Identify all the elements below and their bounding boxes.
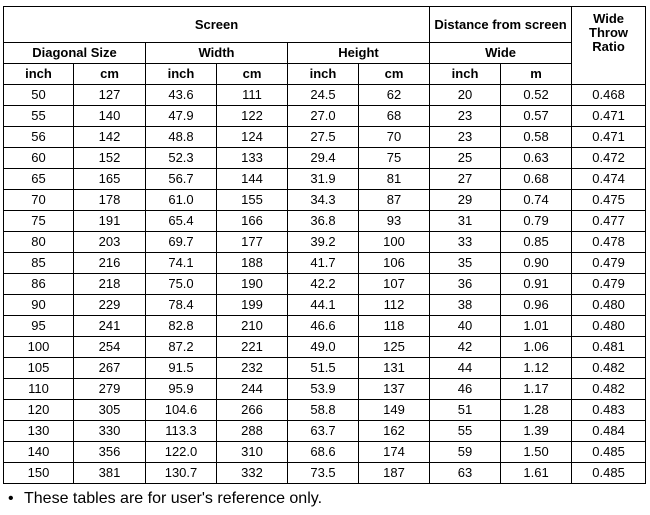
cell-width-inch: 82.8 bbox=[146, 316, 217, 337]
cell-height-cm: 131 bbox=[359, 358, 430, 379]
cell-throw-ratio: 0.479 bbox=[572, 274, 646, 295]
reference-note bbox=[8, 489, 322, 509]
table-row bbox=[4, 316, 646, 337]
cell-diagonal-inch: 95 bbox=[4, 316, 74, 337]
cell-diagonal-inch: 70 bbox=[4, 190, 74, 211]
table-row bbox=[4, 463, 646, 484]
cell-distance-inch: 35 bbox=[430, 253, 501, 274]
cell-height-cm: 68 bbox=[359, 106, 430, 127]
header-wide-throw-ratio: Wide Throw Ratio bbox=[572, 7, 646, 85]
cell-height-inch: 44.1 bbox=[288, 295, 359, 316]
cell-width-inch: 95.9 bbox=[146, 379, 217, 400]
cell-width-inch: 75.0 bbox=[146, 274, 217, 295]
cell-throw-ratio: 0.485 bbox=[572, 463, 646, 484]
cell-distance-inch: 46 bbox=[430, 379, 501, 400]
header-row-2 bbox=[4, 43, 646, 64]
cell-height-inch: 34.3 bbox=[288, 190, 359, 211]
cell-height-inch: 49.0 bbox=[288, 337, 359, 358]
cell-height-cm: 174 bbox=[359, 442, 430, 463]
cell-distance-m: 0.90 bbox=[501, 253, 572, 274]
cell-height-cm: 62 bbox=[359, 85, 430, 106]
cell-diagonal-inch: 90 bbox=[4, 295, 74, 316]
cell-height-cm: 118 bbox=[359, 316, 430, 337]
cell-distance-inch: 33 bbox=[430, 232, 501, 253]
cell-width-cm: 210 bbox=[217, 316, 288, 337]
table-row bbox=[4, 232, 646, 253]
table-row bbox=[4, 358, 646, 379]
cell-height-cm: 187 bbox=[359, 463, 430, 484]
unit-distance-m: m bbox=[501, 64, 572, 85]
table-row bbox=[4, 253, 646, 274]
table-row bbox=[4, 211, 646, 232]
cell-distance-m: 0.68 bbox=[501, 169, 572, 190]
cell-height-inch: 27.5 bbox=[288, 127, 359, 148]
cell-distance-m: 1.06 bbox=[501, 337, 572, 358]
cell-distance-m: 1.61 bbox=[501, 463, 572, 484]
table-row bbox=[4, 169, 646, 190]
cell-throw-ratio: 0.471 bbox=[572, 127, 646, 148]
cell-distance-inch: 63 bbox=[430, 463, 501, 484]
cell-width-inch: 74.1 bbox=[146, 253, 217, 274]
cell-width-inch: 48.8 bbox=[146, 127, 217, 148]
table-row bbox=[4, 106, 646, 127]
cell-width-inch: 104.6 bbox=[146, 400, 217, 421]
cell-width-inch: 47.9 bbox=[146, 106, 217, 127]
cell-width-cm: 266 bbox=[217, 400, 288, 421]
cell-throw-ratio: 0.474 bbox=[572, 169, 646, 190]
unit-height-cm: cm bbox=[359, 64, 430, 85]
cell-height-inch: 36.8 bbox=[288, 211, 359, 232]
cell-distance-inch: 40 bbox=[430, 316, 501, 337]
cell-width-cm: 177 bbox=[217, 232, 288, 253]
unit-diagonal-inch: inch bbox=[4, 64, 74, 85]
cell-diagonal-cm: 127 bbox=[74, 85, 146, 106]
cell-diagonal-inch: 86 bbox=[4, 274, 74, 295]
cell-distance-inch: 29 bbox=[430, 190, 501, 211]
cell-diagonal-cm: 267 bbox=[74, 358, 146, 379]
header-diagonal-size: Diagonal Size bbox=[4, 43, 146, 64]
cell-height-cm: 70 bbox=[359, 127, 430, 148]
cell-distance-m: 0.74 bbox=[501, 190, 572, 211]
cell-distance-inch: 25 bbox=[430, 148, 501, 169]
cell-distance-inch: 31 bbox=[430, 211, 501, 232]
cell-distance-m: 0.96 bbox=[501, 295, 572, 316]
cell-diagonal-inch: 55 bbox=[4, 106, 74, 127]
cell-distance-m: 0.57 bbox=[501, 106, 572, 127]
cell-distance-inch: 59 bbox=[430, 442, 501, 463]
table-row bbox=[4, 274, 646, 295]
unit-width-cm: cm bbox=[217, 64, 288, 85]
cell-height-inch: 46.6 bbox=[288, 316, 359, 337]
cell-diagonal-inch: 120 bbox=[4, 400, 74, 421]
cell-distance-inch: 27 bbox=[430, 169, 501, 190]
table-body bbox=[4, 85, 646, 484]
cell-width-cm: 288 bbox=[217, 421, 288, 442]
cell-throw-ratio: 0.472 bbox=[572, 148, 646, 169]
cell-diagonal-inch: 85 bbox=[4, 253, 74, 274]
cell-distance-m: 0.63 bbox=[501, 148, 572, 169]
bullet-glyph: • bbox=[8, 490, 14, 507]
cell-width-cm: 133 bbox=[217, 148, 288, 169]
header-row-1 bbox=[4, 7, 646, 43]
cell-distance-m: 1.12 bbox=[501, 358, 572, 379]
cell-diagonal-inch: 75 bbox=[4, 211, 74, 232]
cell-height-inch: 63.7 bbox=[288, 421, 359, 442]
cell-height-cm: 149 bbox=[359, 400, 430, 421]
cell-width-cm: 310 bbox=[217, 442, 288, 463]
cell-width-inch: 91.5 bbox=[146, 358, 217, 379]
cell-diagonal-cm: 279 bbox=[74, 379, 146, 400]
cell-width-inch: 69.7 bbox=[146, 232, 217, 253]
cell-width-inch: 78.4 bbox=[146, 295, 217, 316]
cell-diagonal-cm: 216 bbox=[74, 253, 146, 274]
table-row bbox=[4, 148, 646, 169]
cell-width-cm: 122 bbox=[217, 106, 288, 127]
cell-diagonal-cm: 241 bbox=[74, 316, 146, 337]
cell-diagonal-cm: 142 bbox=[74, 127, 146, 148]
cell-height-inch: 68.6 bbox=[288, 442, 359, 463]
cell-diagonal-inch: 50 bbox=[4, 85, 74, 106]
cell-throw-ratio: 0.479 bbox=[572, 253, 646, 274]
cell-diagonal-inch: 60 bbox=[4, 148, 74, 169]
cell-distance-inch: 38 bbox=[430, 295, 501, 316]
table-row bbox=[4, 85, 646, 106]
cell-width-inch: 130.7 bbox=[146, 463, 217, 484]
cell-width-inch: 87.2 bbox=[146, 337, 217, 358]
cell-height-cm: 81 bbox=[359, 169, 430, 190]
cell-height-cm: 106 bbox=[359, 253, 430, 274]
cell-distance-m: 1.17 bbox=[501, 379, 572, 400]
cell-height-inch: 51.5 bbox=[288, 358, 359, 379]
cell-height-inch: 73.5 bbox=[288, 463, 359, 484]
unit-width-inch: inch bbox=[146, 64, 217, 85]
cell-distance-m: 0.79 bbox=[501, 211, 572, 232]
cell-width-inch: 52.3 bbox=[146, 148, 217, 169]
cell-distance-inch: 20 bbox=[430, 85, 501, 106]
cell-diagonal-inch: 100 bbox=[4, 337, 74, 358]
cell-distance-inch: 55 bbox=[430, 421, 501, 442]
cell-diagonal-cm: 356 bbox=[74, 442, 146, 463]
table-row bbox=[4, 127, 646, 148]
table-row bbox=[4, 442, 646, 463]
cell-throw-ratio: 0.478 bbox=[572, 232, 646, 253]
cell-throw-ratio: 0.482 bbox=[572, 358, 646, 379]
header-wide: Wide bbox=[430, 43, 572, 64]
cell-throw-ratio: 0.468 bbox=[572, 85, 646, 106]
cell-height-cm: 112 bbox=[359, 295, 430, 316]
cell-diagonal-cm: 203 bbox=[74, 232, 146, 253]
cell-height-inch: 29.4 bbox=[288, 148, 359, 169]
cell-height-inch: 58.8 bbox=[288, 400, 359, 421]
cell-diagonal-cm: 305 bbox=[74, 400, 146, 421]
cell-diagonal-inch: 105 bbox=[4, 358, 74, 379]
unit-height-inch: inch bbox=[288, 64, 359, 85]
cell-height-inch: 53.9 bbox=[288, 379, 359, 400]
cell-diagonal-inch: 130 bbox=[4, 421, 74, 442]
cell-width-inch: 65.4 bbox=[146, 211, 217, 232]
cell-width-inch: 43.6 bbox=[146, 85, 217, 106]
cell-throw-ratio: 0.475 bbox=[572, 190, 646, 211]
cell-throw-ratio: 0.484 bbox=[572, 421, 646, 442]
cell-height-cm: 162 bbox=[359, 421, 430, 442]
table-row bbox=[4, 421, 646, 442]
cell-width-cm: 244 bbox=[217, 379, 288, 400]
cell-height-inch: 39.2 bbox=[288, 232, 359, 253]
cell-diagonal-cm: 229 bbox=[74, 295, 146, 316]
cell-distance-inch: 36 bbox=[430, 274, 501, 295]
cell-throw-ratio: 0.481 bbox=[572, 337, 646, 358]
cell-distance-m: 1.50 bbox=[501, 442, 572, 463]
cell-height-inch: 27.0 bbox=[288, 106, 359, 127]
cell-width-cm: 232 bbox=[217, 358, 288, 379]
cell-width-inch: 122.0 bbox=[146, 442, 217, 463]
table-row bbox=[4, 190, 646, 211]
cell-throw-ratio: 0.480 bbox=[572, 295, 646, 316]
cell-throw-ratio: 0.485 bbox=[572, 442, 646, 463]
cell-height-cm: 107 bbox=[359, 274, 430, 295]
cell-width-cm: 111 bbox=[217, 85, 288, 106]
cell-width-cm: 190 bbox=[217, 274, 288, 295]
header-width: Width bbox=[146, 43, 288, 64]
cell-distance-inch: 42 bbox=[430, 337, 501, 358]
cell-distance-m: 1.28 bbox=[501, 400, 572, 421]
table-row bbox=[4, 400, 646, 421]
cell-diagonal-inch: 110 bbox=[4, 379, 74, 400]
cell-height-inch: 41.7 bbox=[288, 253, 359, 274]
cell-diagonal-cm: 330 bbox=[74, 421, 146, 442]
table-row bbox=[4, 337, 646, 358]
header-screen: Screen bbox=[4, 7, 430, 43]
cell-distance-m: 1.39 bbox=[501, 421, 572, 442]
cell-throw-ratio: 0.482 bbox=[572, 379, 646, 400]
cell-diagonal-inch: 80 bbox=[4, 232, 74, 253]
header-units-row bbox=[4, 64, 646, 85]
cell-throw-ratio: 0.471 bbox=[572, 106, 646, 127]
cell-height-cm: 87 bbox=[359, 190, 430, 211]
cell-distance-inch: 23 bbox=[430, 127, 501, 148]
table-row bbox=[4, 295, 646, 316]
cell-width-cm: 332 bbox=[217, 463, 288, 484]
cell-width-cm: 188 bbox=[217, 253, 288, 274]
cell-height-cm: 137 bbox=[359, 379, 430, 400]
cell-height-cm: 75 bbox=[359, 148, 430, 169]
cell-width-inch: 56.7 bbox=[146, 169, 217, 190]
cell-distance-inch: 23 bbox=[430, 106, 501, 127]
cell-diagonal-inch: 56 bbox=[4, 127, 74, 148]
cell-distance-m: 0.52 bbox=[501, 85, 572, 106]
cell-width-cm: 199 bbox=[217, 295, 288, 316]
cell-width-cm: 155 bbox=[217, 190, 288, 211]
note-text: These tables are for user's reference only. bbox=[24, 490, 323, 507]
cell-height-inch: 42.2 bbox=[288, 274, 359, 295]
cell-width-cm: 144 bbox=[217, 169, 288, 190]
cell-height-inch: 31.9 bbox=[288, 169, 359, 190]
cell-distance-m: 1.01 bbox=[501, 316, 572, 337]
unit-distance-inch: inch bbox=[430, 64, 501, 85]
cell-diagonal-cm: 218 bbox=[74, 274, 146, 295]
cell-width-cm: 124 bbox=[217, 127, 288, 148]
cell-diagonal-inch: 140 bbox=[4, 442, 74, 463]
cell-diagonal-inch: 150 bbox=[4, 463, 74, 484]
cell-height-cm: 93 bbox=[359, 211, 430, 232]
header-distance-from-screen: Distance from screen bbox=[430, 7, 572, 43]
cell-diagonal-cm: 165 bbox=[74, 169, 146, 190]
cell-diagonal-cm: 140 bbox=[74, 106, 146, 127]
cell-throw-ratio: 0.477 bbox=[572, 211, 646, 232]
cell-distance-inch: 44 bbox=[430, 358, 501, 379]
cell-height-cm: 125 bbox=[359, 337, 430, 358]
cell-distance-m: 0.85 bbox=[501, 232, 572, 253]
cell-width-cm: 221 bbox=[217, 337, 288, 358]
cell-diagonal-cm: 178 bbox=[74, 190, 146, 211]
table-row bbox=[4, 379, 646, 400]
cell-width-cm: 166 bbox=[217, 211, 288, 232]
header-height: Height bbox=[288, 43, 430, 64]
cell-height-inch: 24.5 bbox=[288, 85, 359, 106]
cell-diagonal-inch: 65 bbox=[4, 169, 74, 190]
cell-width-inch: 113.3 bbox=[146, 421, 217, 442]
cell-diagonal-cm: 381 bbox=[74, 463, 146, 484]
cell-diagonal-cm: 254 bbox=[74, 337, 146, 358]
cell-diagonal-cm: 191 bbox=[74, 211, 146, 232]
cell-throw-ratio: 0.480 bbox=[572, 316, 646, 337]
cell-height-cm: 100 bbox=[359, 232, 430, 253]
unit-diagonal-cm: cm bbox=[74, 64, 146, 85]
cell-distance-inch: 51 bbox=[430, 400, 501, 421]
cell-throw-ratio: 0.483 bbox=[572, 400, 646, 421]
cell-diagonal-cm: 152 bbox=[74, 148, 146, 169]
cell-distance-m: 0.58 bbox=[501, 127, 572, 148]
cell-distance-m: 0.91 bbox=[501, 274, 572, 295]
cell-width-inch: 61.0 bbox=[146, 190, 217, 211]
projection-distance-table bbox=[3, 6, 646, 484]
